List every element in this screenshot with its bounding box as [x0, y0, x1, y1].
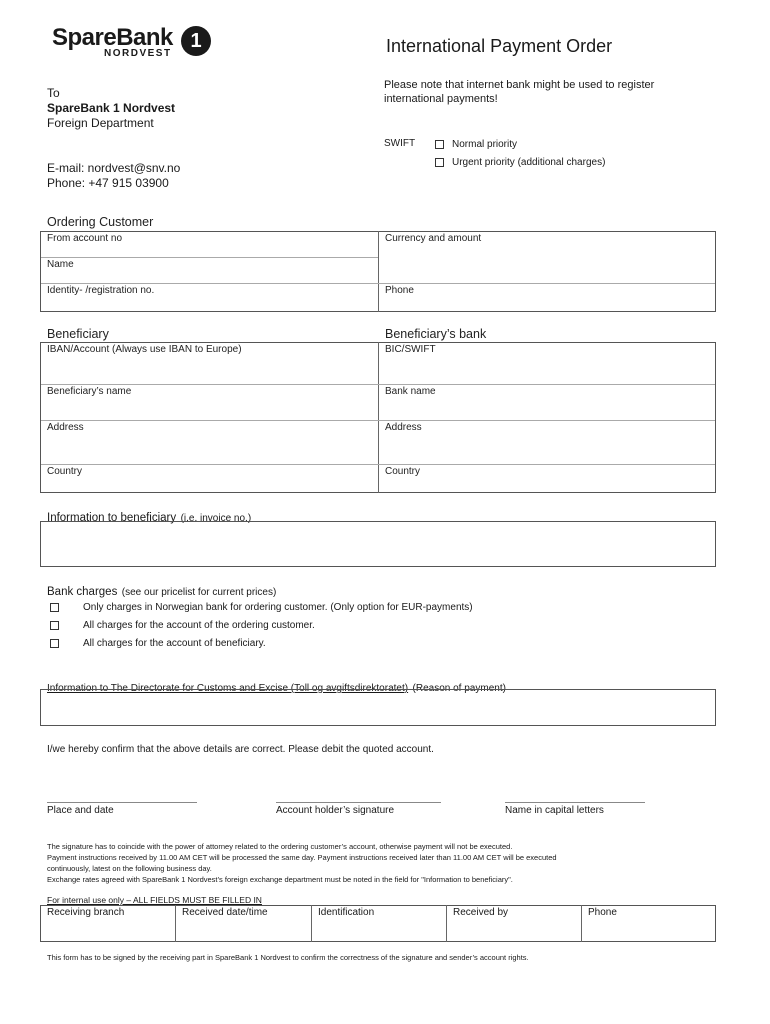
brand-region: NORDVEST: [104, 48, 172, 59]
info-hint: (i.e. invoice no.): [180, 513, 252, 524]
note-line-1: Please note that internet bank might be used to register: [384, 79, 655, 91]
currency-amount-field[interactable]: Currency and amount: [385, 233, 482, 244]
identification-field[interactable]: Identification: [318, 907, 375, 918]
page-title: International Payment Order: [386, 36, 613, 56]
customs-info-input[interactable]: [40, 689, 716, 726]
name-field[interactable]: Name: [47, 259, 74, 270]
normal-priority-checkbox[interactable]: [435, 140, 444, 149]
charges-option-3-label: All charges for the account of beneficiary.: [83, 638, 266, 649]
internal-col-divider-1: [175, 905, 176, 942]
beneficiary-name-field[interactable]: Beneficiary’s name: [47, 386, 132, 397]
beneficiary-bank-heading: Beneficiary’s bank: [385, 327, 487, 341]
beneficiary-rule-3: [41, 464, 715, 465]
received-by-field[interactable]: Received by: [453, 907, 509, 918]
internal-phone-field[interactable]: Phone: [588, 907, 617, 918]
brand-logo: [52, 24, 222, 66]
internal-col-divider-3: [446, 905, 447, 942]
confirmation-text: I/we hereby confirm that the above details are correct. Please debit the quoted account.: [47, 744, 434, 755]
info-beneficiary-input[interactable]: [40, 521, 716, 567]
iban-field[interactable]: IBAN/Account (Always use IBAN to Europe): [47, 344, 242, 355]
internal-col-divider-4: [581, 905, 582, 942]
ordering-rule-2: [41, 283, 715, 284]
beneficiary-address-field[interactable]: Address: [47, 422, 84, 433]
brand-circle-badge: [181, 26, 211, 56]
ordering-divider: [378, 231, 379, 312]
beneficiary-country-field[interactable]: Country: [47, 466, 83, 477]
charges-hint: (see our pricelist for current prices): [121, 587, 277, 598]
charges-option-2-label: All charges for the account of the ordering customer.: [83, 620, 315, 631]
recipient-email: E-mail: nordvest@snv.no: [47, 161, 181, 175]
note-line-2: international payments!: [384, 93, 498, 105]
receiving-branch-field[interactable]: Receiving branch: [47, 907, 125, 918]
beneficiary-rule-2: [41, 420, 715, 421]
ordering-heading: Ordering Customer: [47, 215, 154, 229]
identity-field[interactable]: Identity- /registration no.: [47, 285, 155, 296]
capital-name-line[interactable]: [505, 802, 645, 803]
brand-name: SpareBank: [52, 24, 173, 51]
from-account-field[interactable]: From account no: [47, 233, 123, 244]
signature-label: Account holder’s signature: [276, 805, 395, 816]
urgent-priority-label: Urgent priority (additional charges): [452, 157, 606, 168]
fineprint-line-2: Payment instructions received by 11.00 AM CET will be processed the same day. Payment instructions received later than 11.00 AM CET will be executed: [47, 853, 557, 862]
recipient-dept: Foreign Department: [47, 116, 154, 130]
beneficiary-rule-1: [41, 384, 715, 385]
beneficiary-heading: Beneficiary: [47, 327, 109, 341]
bank-name-field[interactable]: Bank name: [385, 386, 436, 397]
brand-numeral: 1: [190, 30, 202, 52]
capital-name-label: Name in capital letters: [505, 805, 604, 816]
ordering-rule-1: [41, 257, 378, 258]
place-date-label: Place and date: [47, 805, 114, 816]
ordering-phone-field[interactable]: Phone: [385, 285, 414, 296]
urgent-priority-checkbox[interactable]: [435, 158, 444, 167]
charges-heading-text: Bank charges: [47, 586, 118, 598]
recipient-bank: SpareBank 1 Nordvest: [47, 101, 176, 115]
normal-priority-label: Normal priority: [452, 139, 518, 150]
fineprint-line-4: Exchange rates agreed with SpareBank 1 Nordvest’s foreign exchange department must be noted in the field for "Information to beneficiary".: [47, 875, 513, 884]
fineprint-line-3: continuously, latest on the following business day.: [47, 864, 212, 873]
fineprint-line-1: The signature has to coincide with the power of attorney related to the ordering customer’s account, otherwise payment will not be executed.: [47, 842, 513, 851]
internal-col-divider-2: [311, 905, 312, 942]
bank-address-field[interactable]: Address: [385, 422, 422, 433]
place-date-line[interactable]: [47, 802, 197, 803]
charges-option-3-checkbox[interactable]: [50, 639, 59, 648]
signature-line[interactable]: [276, 802, 441, 803]
received-datetime-field[interactable]: Received date/time: [182, 907, 268, 918]
info-heading-text: Information to beneficiary: [47, 512, 177, 524]
charges-heading: [47, 582, 276, 600]
internal-heading: For internal use only – ALL FIELDS MUST BE FILLED IN: [47, 895, 262, 905]
recipient-to: To: [47, 86, 60, 100]
footer-note: This form has to be signed by the receiving part in SpareBank 1 Nordvest to confirm the correctness of the signature and sender’s account rights.: [47, 953, 529, 962]
charges-option-1-label: Only charges in Norwegian bank for ordering customer. (Only option for EUR-payments): [83, 602, 473, 613]
charges-option-2-checkbox[interactable]: [50, 621, 59, 630]
charges-option-1-checkbox[interactable]: [50, 603, 59, 612]
swift-label: SWIFT: [384, 138, 416, 149]
recipient-phone: Phone: +47 915 03900: [47, 176, 169, 190]
customs-heading-text: Information to The Directorate for Customs and Excise (Toll og avgiftsdirektoratet): [47, 683, 409, 694]
bank-country-field[interactable]: Country: [385, 466, 421, 477]
customs-hint: (Reason of payment): [412, 683, 506, 694]
bic-swift-field[interactable]: BIC/SWIFT: [385, 344, 436, 355]
beneficiary-divider: [378, 342, 379, 493]
